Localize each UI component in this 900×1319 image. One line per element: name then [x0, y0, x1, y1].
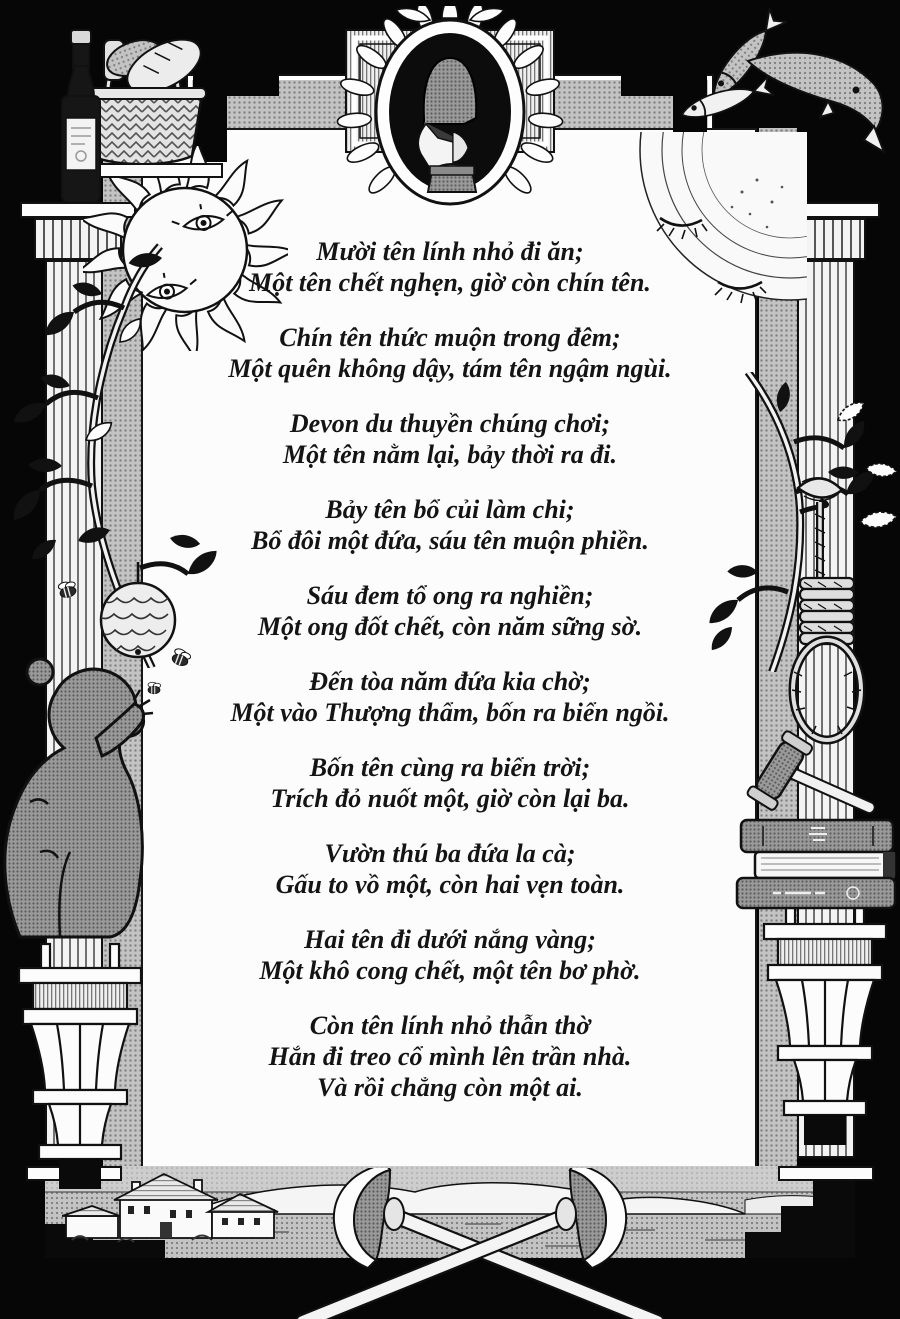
top-right-step-2	[621, 58, 673, 96]
poem-text	[143, 236, 757, 1103]
dead-fish-icon	[678, 6, 893, 161]
poem-line: Trích đỏ nuốt một, giờ còn lại ba.	[270, 784, 630, 813]
poem-stanza	[143, 838, 757, 900]
poem-line: Một vào Thượng thẩm, bốn ra biển ngồi.	[230, 698, 670, 727]
poem-line: Một ong đốt chết, còn năm sững sờ.	[257, 612, 643, 641]
poem-line: Một tên chết nghẹn, giờ còn chín tên.	[249, 268, 651, 297]
poem-stanza	[143, 924, 757, 986]
law-books-icon	[737, 820, 895, 908]
left-urn-pedestal	[15, 942, 145, 1190]
poem-line: Bốn tên cùng ra biển trời;	[309, 753, 591, 782]
soldier-cameo-portrait	[330, 6, 570, 221]
poem-stanza	[143, 666, 757, 728]
poem-line: Hắn đi treo cổ mình lên trần nhà.	[268, 1042, 632, 1071]
poem-line: Devon du thuyền chúng chơi;	[289, 409, 611, 438]
crossed-axes-illustration	[262, 1168, 698, 1319]
gavel-and-books	[733, 728, 900, 910]
poem-line: Hai tên đi dưới nắng vàng;	[304, 925, 596, 954]
poem-line: Vườn thú ba đứa la cà;	[324, 839, 576, 868]
poem-line: Một quên không dậy, tám tên ngậm ngùi.	[228, 354, 672, 383]
poem-line: Một tên nằm lại, bảy thời ra đi.	[283, 440, 617, 469]
hangman-noose-icon	[758, 458, 888, 753]
poem-stanza	[143, 322, 757, 384]
bee-icon	[58, 580, 78, 599]
right-urn-pedestal	[760, 898, 890, 1146]
poem-line: Bảy tên bổ củi làm chi;	[325, 495, 575, 524]
poem-stanza	[143, 752, 757, 814]
wine-bottle-icon	[62, 30, 100, 202]
picnic-basket-icon	[46, 6, 236, 241]
poem-stanza	[143, 236, 757, 298]
poem-line: Còn tên lính nhỏ thẫn thờ	[309, 1011, 591, 1040]
poem-line: Mười tên lính nhỏ đi ăn;	[316, 237, 584, 266]
right-column-plinth	[778, 1166, 874, 1181]
poem-line: Sáu đem tổ ong ra nghiền;	[306, 581, 594, 610]
poem-stanza	[143, 408, 757, 470]
poem-line: Chín tên thức muộn trong đêm;	[279, 323, 621, 352]
noose-coil	[800, 578, 854, 644]
poem-line: Bổ đôi một đứa, sáu tên muộn phiền.	[251, 526, 649, 555]
poem-stanza	[143, 1010, 757, 1103]
poem-line: Và rồi chẳng còn một ai.	[317, 1073, 583, 1102]
poem-line: Đến tòa năm đứa kia chờ;	[309, 667, 591, 696]
poem-line: Gấu to vồ một, còn hai vẹn toàn.	[275, 870, 625, 899]
poem-stanza	[143, 580, 757, 642]
poem-stanza	[143, 494, 757, 556]
poem-line: Một khô cong chết, một tên bơ phờ.	[259, 956, 641, 985]
